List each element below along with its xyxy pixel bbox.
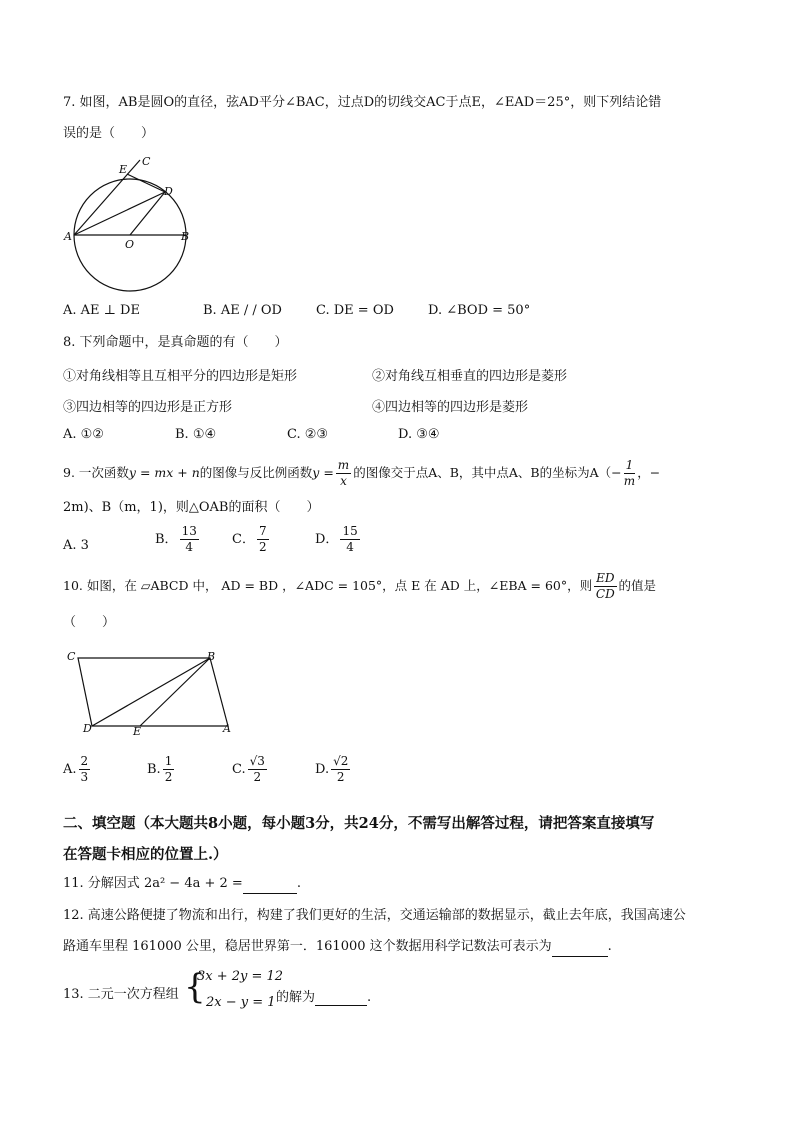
fig7-label-o: O xyxy=(125,238,135,251)
q9-func1: y = mx + n xyxy=(128,465,200,480)
section2-title-line1: 二、填空题（本大题共8小题，每小题3分，共24分，不需写出解答过程，请把答案直接填写 xyxy=(63,815,655,832)
q10-fraction: $\frac{ED}{CD}$ xyxy=(595,571,615,601)
q9-text-1: 9. 一次函数 xyxy=(63,465,129,480)
q13-eq1: 3x + 2y = 12 xyxy=(197,969,284,984)
q9-stem-line1 xyxy=(63,455,660,491)
fig10-label-e: E xyxy=(133,725,142,738)
q13-eq2: 2x − y = 1 xyxy=(206,995,276,1010)
fig10-label-a: A xyxy=(223,722,231,735)
q8-option-d: D. ③④ xyxy=(398,427,440,442)
q7-option-b: B. AE / / OD xyxy=(203,303,282,318)
q9-text-4: ，− xyxy=(637,465,661,480)
q9-text-3: 的图像交于点A、B，其中点A、B的坐标为A（− xyxy=(353,465,622,480)
fig7-label-b: B xyxy=(181,230,190,243)
q8-stem: 8. 下列命题中，是真命题的有（ ） xyxy=(63,335,288,350)
q9-text-2: 的图像与反比例函数 xyxy=(199,465,313,480)
q13-brace: { xyxy=(184,967,206,1007)
q10-option-d: D. $\frac{√2}{2}$ xyxy=(315,754,349,784)
q7-circle-figure xyxy=(60,150,200,295)
q10-option-c: C. $\frac{√3}{2}$ xyxy=(232,754,265,784)
q10-parallelogram-figure xyxy=(60,646,240,741)
q10-option-a: A. $\frac{2}{3}$ xyxy=(63,754,89,784)
q9-option-a: A. 3 xyxy=(63,538,89,553)
q9-func2-lhs: y = xyxy=(312,465,334,480)
q13-text-1: 13. 二元一次方程组 xyxy=(63,987,179,1002)
q13-answer-blank[interactable] xyxy=(315,990,367,1006)
q9-func2-fraction: $\frac{m}{x}$ xyxy=(337,458,350,488)
q8-option-c: C. ②③ xyxy=(287,427,329,442)
fig10-label-b: B xyxy=(207,650,216,663)
fig10-label-d: D xyxy=(83,722,92,735)
fig10-label-c: C xyxy=(67,650,76,663)
q8-prop-3: ③四边相等的四边形是正方形 xyxy=(63,400,233,415)
fig7-label-a: A xyxy=(64,230,72,243)
q13-answer-line: 的解为 . xyxy=(276,990,372,1005)
q11-answer-blank[interactable] xyxy=(243,875,297,894)
q7-option-c: C. DE = OD xyxy=(316,303,394,318)
q9-stem-line2: 2m)、B（m，1)，则△OAB的面积（ ） xyxy=(63,500,320,515)
q7-stem-line2: 误的是（ ） xyxy=(63,126,155,141)
q9-option-c: C． $\frac{7}{2}$ xyxy=(232,524,267,554)
q7-stem-line1: 7. 如图，AB是圆O的直径，弦AD平分∠BAC，过点D的切线交AC于点E，∠EAD＝25°，则下列结论错 xyxy=(63,95,662,110)
q10-text-1: 10. 如图，在 ▱ABCD 中， AD = BD ，∠ADC = 105°，点 E 在 AD 上，∠EBA = 60°，则 xyxy=(63,578,593,593)
q8-option-b: B. ①④ xyxy=(175,427,217,442)
q8-option-a: A. ①② xyxy=(63,427,104,442)
q9-option-b: B． $\frac{13}{4}$ xyxy=(155,524,197,554)
q7-option-a: A. AE ⊥ DE xyxy=(63,303,140,318)
q12-stem-line1: 12. 高速公路便捷了物流和出行，构建了我们更好的生活，交通运输部的数据显示，截止去年底，我国高速公 xyxy=(63,908,686,923)
q10-text-2: 的值是 xyxy=(618,578,657,593)
q10-stem-line1 xyxy=(63,568,656,604)
q10-stem-line2: （ ） xyxy=(63,615,116,630)
fig7-label-d: D xyxy=(164,185,173,198)
q8-prop-2: ②对角线互相垂直的四边形是菱形 xyxy=(372,369,568,384)
q11-stem: 11. 分解因式 2a² − 4a + 2 = . xyxy=(63,875,301,894)
q10-option-b: B. $\frac{1}{2}$ xyxy=(147,754,173,784)
section2-title-line2: 在答题卡相应的位置上.） xyxy=(63,846,228,863)
q12-answer-blank[interactable] xyxy=(552,938,608,957)
fig7-label-c: C xyxy=(142,155,151,168)
q7-option-d: D. ∠BOD = 50° xyxy=(428,303,531,318)
q9-option-d: D． $\frac{15}{4}$ xyxy=(315,524,358,554)
fig7-label-e: E xyxy=(119,163,128,176)
q12-stem-line2: 路通车里程 161000 公里，稳居世界第一．161000 这个数据用科学记数法可表示为 . xyxy=(63,938,612,957)
q8-prop-4: ④四边相等的四边形是菱形 xyxy=(372,400,529,415)
q8-prop-1: ①对角线相等且互相平分的四边形是矩形 xyxy=(63,369,298,384)
q9-coord-fraction: $\frac{1}{m}$ xyxy=(623,458,636,488)
